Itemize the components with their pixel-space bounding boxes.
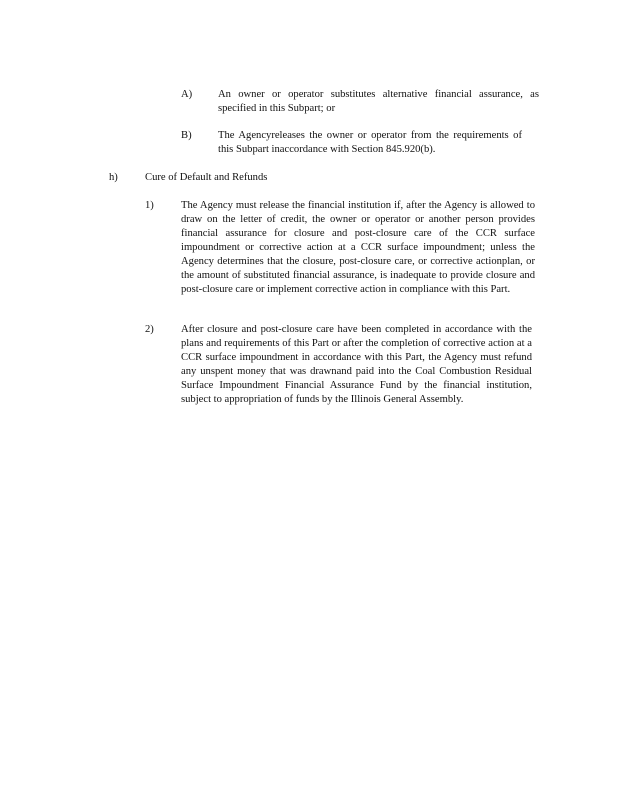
paragraph-2-label: 2)	[145, 324, 154, 335]
section-h-label: h)	[109, 172, 118, 183]
paragraph-1-label: 1)	[145, 200, 154, 211]
subsection-b-label: B)	[181, 130, 192, 141]
subsection-a-label: A)	[181, 89, 193, 100]
paragraph-1-text: The Agency must release the financial institution if, after the Agency is allowed to draw on the letter of credit, the owner or operator or another person provides financial assurance for closure and post-closure care of the CCR surface impoundment or corrective action at a CCR surface impoundment; unless the Agency determines that the closure, post-closure care, or corrective actionplan, or the amount of substituted financial assurance, is inadequate to provide closure and post-closure care or implement corrective action in compliance with this Part.	[181, 200, 535, 295]
subsection-b-text: The Agencyreleases the owner or operator from the requirements of this Subpart inaccordance with Section 845.920(b).	[218, 130, 522, 155]
subsection-a-text: An owner or operator substitutes alternative financial assurance, as specified in this Subpart; or	[218, 89, 539, 114]
paragraph-2-text: After closure and post-closure care have been completed in accordance with the plans and requirements of this Part or after the completion of corrective action at a CCR surface impoundment in accordance with this Part, the Agency must refund any unspent money that was drawnand paid into the Coal Combustion Residual Surface Impoundment Financial Assurance Fund by the financial institution, subject to appropriation of funds by the Illinois General Assembly.	[181, 324, 532, 405]
section-h-heading: Cure of Default and Refunds	[145, 172, 268, 183]
